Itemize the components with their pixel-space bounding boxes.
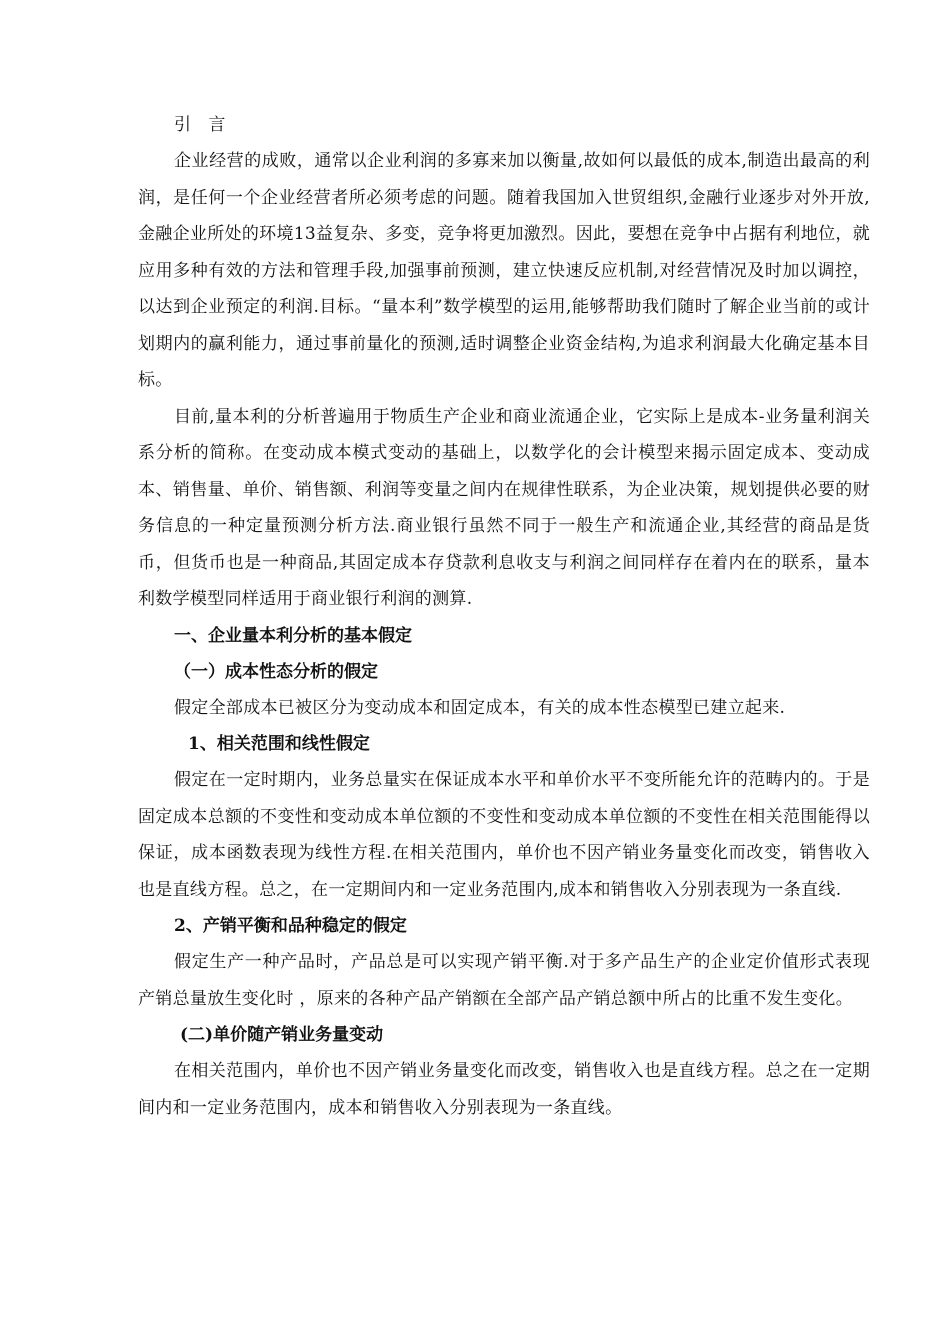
item-1-heading: 1、相关范围和线性假定 [188,734,370,754]
intro-paragraph-2: 目前,量本利的分析普遍用于物质生产企业和商业流通企业，它实际上是成本-业务量利润关系分析的简称。在变动成本模式变动的基础上，以数学化的会计模型来揭示固定成本、变动成本、销售量、单价、销售额、利润等变量之间内在规律性联系，为企业决策，规划提供必要的财务信息的一种定量预测分析方法.商业银行虽然不同于一般生产和流通企业,其经营的商品是货币，但货币也是一种商品,其固定成本存贷款利息收支与利润之间同样存在着内在的联系，量本利数学模型同样适用于商业银行利润的测算. [138,406,870,609]
subsection-2-paragraph: 在相关范围内，单价也不因产销业务量变化而改变，销售收入也是直线方程。总之在一定期间内和一定业务范围内，成本和销售收入分别表现为一条直线。 [138,1061,870,1118]
item-2-heading: 2、产销平衡和品种稳定的假定 [174,916,407,936]
item-2-paragraph: 假定生产一种产品时，产品总是可以实现产销平衡.对于多产品生产的企业定价值形式表现产销总量放生变化时 ，原来的各种产品产销额在全部产品产销总额中所占的比重不发生变化。 [138,952,870,1009]
intro-paragraph-1: 企业经营的成败，通常以企业利润的多寡来加以衡量,故如何以最低的成本,制造出最高的利润，是任何一个企业经营者所必须考虑的问题。随着我国加入世贸组织,金融行业逐步对外开放,金融企业所处的环境13益复杂、多变，竞争将更加激烈。因此，要想在竞争中占据有利地位，就应用多种有效的方法和管理手段,加强事前预测，建立快速反应机制,对经营情况及时加以调控，以达到企业预定的利润.目标。“量本利”数学模型的运用,能够帮助我们随时了解企业当前的或计划期内的赢利能力，通过事前量化的预测,适时调整企业资金结构,为追求利润最大化确定基本目标。 [138,151,870,390]
subsection-1-heading: （一）成本性态分析的假定 [174,661,378,682]
section-1-heading: 一、企业量本利分析的基本假定 [174,625,412,646]
subsection-2-heading: (二)单价随产销业务量变动 [180,1025,384,1045]
item-1-paragraph: 假定在一定时期内，业务总量实在保证成本水平和单价水平不变所能允许的范畴内的。于是固定成本总额的不变性和变动成本单位额的不变性和变动成本单位额的不变性在相关范围能得以保证，成本函数表现为线性方程.在相关范围内，单价也不因产销业务量变化而改变，销售收入也是直线方程。总之，在一定期间内和一定业务范围内,成本和销售收入分别表现为一条直线. [138,770,870,900]
subsection-1-paragraph: 假定全部成本已被区分为变动成本和固定成本，有关的成本性态模型已建立起来. [174,697,786,718]
intro-title: 引 言 [174,115,232,135]
